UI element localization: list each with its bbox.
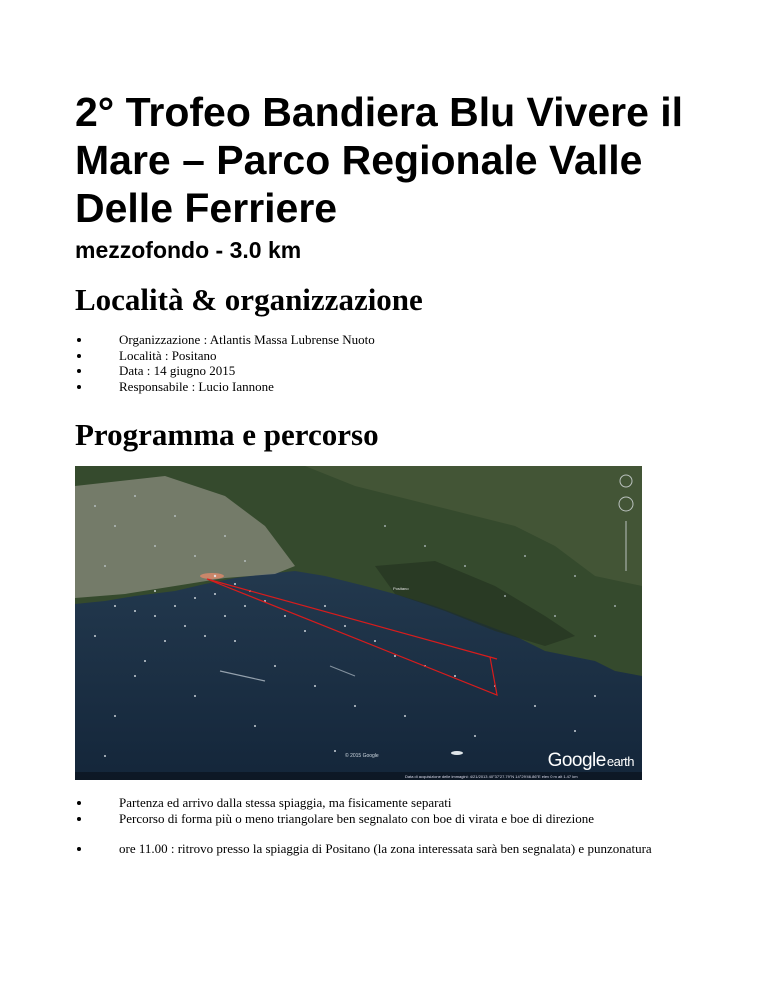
place-label: Positano <box>393 586 409 591</box>
list-item: Responsabile : Lucio Iannone <box>75 379 715 395</box>
list-item: Data : 14 giugno 2015 <box>75 363 715 379</box>
list-item: Percorso di forma più o meno triangolare ben segnalato con boe di virata e boe di direzione <box>75 811 715 827</box>
program-list-b <box>75 841 715 857</box>
google-earth-logo <box>548 750 634 772</box>
logo-sub: earth <box>606 754 634 769</box>
program-list-a <box>75 795 715 826</box>
page-subtitle: mezzofondo - 3.0 km <box>75 237 302 263</box>
ship <box>451 751 463 755</box>
beach <box>200 573 224 579</box>
section-heading-location: Località & organizzazione <box>75 282 423 317</box>
document-page <box>75 0 715 857</box>
course-map-image <box>75 466 642 780</box>
location-list <box>75 332 715 394</box>
satellite-map <box>75 466 642 780</box>
map-copyright: © 2015 Google <box>345 753 379 759</box>
section-heading-program: Programma e percorso <box>75 417 379 452</box>
list-item: Partenza ed arrivo dalla stessa spiaggia, ma fisicamente separati <box>75 795 715 811</box>
list-item: ore 11.00 : ritrovo presso la spiaggia di Positano (la zona interessata sarà ben segnalata) e punzonatura <box>75 841 715 857</box>
logo-main: Google <box>547 750 606 771</box>
map-status-text: Data di acquisizione delle immagini: 4/21/2013 40°37'27.79"N 14°29'46.86"E elev 0 m alt 1.47 km <box>405 774 578 779</box>
list-item: Località : Positano <box>75 348 715 364</box>
page-title: 2° Trofeo Bandiera Blu Vivere il Mare – Parco Regionale Valle Delle Ferriere <box>75 89 684 231</box>
list-item: Organizzazione : Atlantis Massa Lubrense Nuoto <box>75 332 715 348</box>
